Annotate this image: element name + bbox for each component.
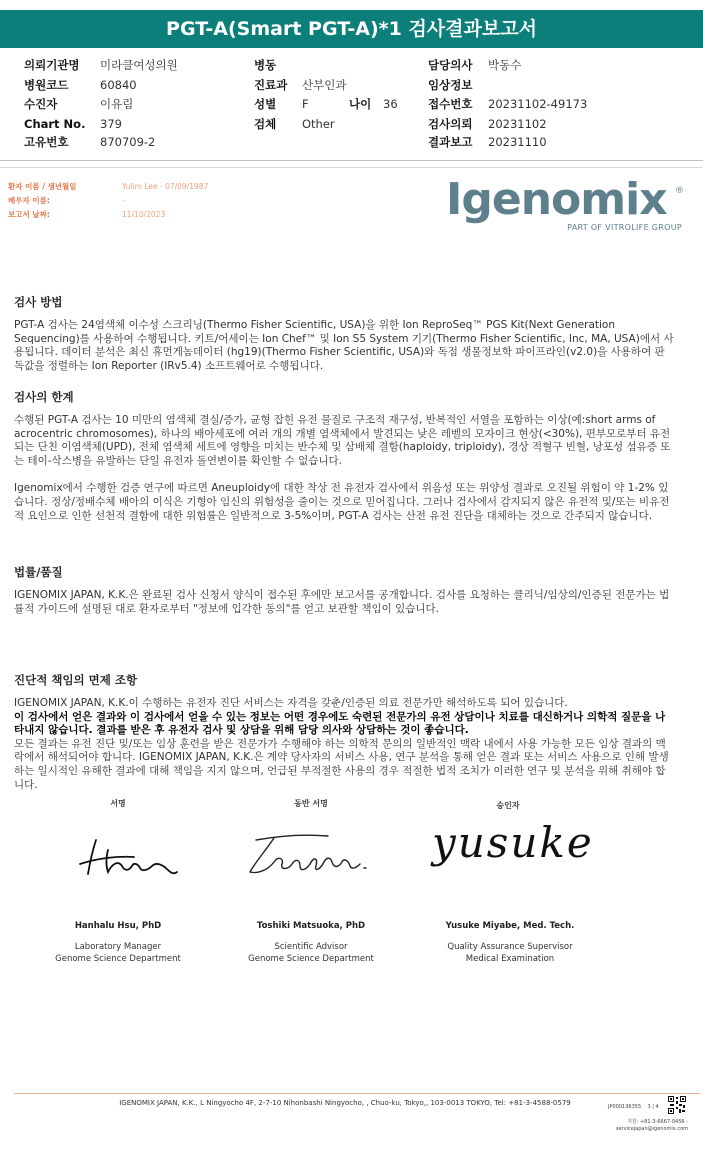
signatory-title: Quality Assurance Supervisor — [447, 942, 573, 952]
info-clinical — [428, 76, 488, 94]
section-text-bold: 이 검사에서 얻은 결과와 이 검사에서 얻을 수 있는 정보는 어떤 경우에도 숙련된 전문가의 유전 상담이나 치료를 대신하거나 의학적 질문을 나타내지 않습니다. 결과를 받은 후 유전자 검사 및 상담을 위해 담당 의사와 상담하는 것이 좋습니다. — [14, 710, 666, 737]
info-report-date — [428, 133, 547, 151]
signatory-name: Toshiki Matsuoka, PhD — [256, 921, 366, 931]
patient-value: Yulim Lee - 07/09/1987 — [122, 182, 209, 191]
signatory-role — [211, 941, 411, 965]
signatory-role — [18, 941, 218, 965]
footer-address: IGENOMIX JAPAN, K.K., L Ningyocho 4F, 2-7-10 Nihonbashi Ningyocho, , Chuo-ku, Tokyo,, 103-0013 TOKYO, Tel: +81-3-4588-0579 — [119, 1099, 571, 1107]
signature-miyabe: yusuke — [432, 818, 594, 867]
info-label: 임상정보 — [428, 78, 473, 92]
section-text: PGT-A 검사는 24염색체 이수성 스크리닝(Thermo Fisher Scientific, USA)을 위한 Ion ReproSeq™ PGS Kit(Next Generation Sequencing)를 사용하여 수행됩니다. 키트/어세이는 Ion Chef™ 및 Ion S5 System 기기(Thermo Fisher Scientific, Inc, MA, USA)에서 사용됩니다. 데이터 분석은 최신 휴먼게놈데이터 (hg19)(Thermo Fisher Scientific, USA)와 독점 생물정보학 파이프라인(v2.0)을 사용하여 판독값을 정렬하는 Ion Reporter (IRv5.4) 소프트웨어로 수행됩니다. — [14, 319, 674, 372]
info-patient — [24, 95, 133, 113]
header-divider — [0, 160, 703, 168]
info-hospital-code — [24, 76, 137, 94]
signature-label: 승인자 — [496, 801, 520, 810]
section-heading: 검사의 한계 — [14, 390, 74, 404]
section-legal — [14, 564, 674, 616]
info-label: Chart No. — [24, 117, 86, 131]
section-limits — [14, 389, 674, 523]
igenomix-logo — [446, 176, 686, 236]
patient-label: 보고서 날짜: — [8, 210, 50, 219]
info-label: 병원코드 — [24, 78, 69, 92]
info-value: 60840 — [100, 78, 137, 92]
footer-contact — [610, 1119, 688, 1133]
signatory-role — [410, 941, 610, 965]
section-disclaimer — [14, 672, 674, 792]
patient-value: - — [122, 196, 125, 205]
info-label: 의뢰기관명 — [24, 58, 80, 72]
info-value: F — [302, 97, 309, 111]
patient-label: 환자 이름 / 생년월일 — [8, 182, 77, 191]
info-label: 담당의사 — [428, 58, 473, 72]
support-email[interactable]: servicejapan@igenomix.com — [615, 1126, 688, 1132]
signatory-department: Medical Examination — [465, 954, 555, 964]
patient-label: 배우자 이름: — [8, 196, 50, 205]
signatory-title: Laboratory Manager — [74, 942, 162, 952]
signatory-title: Scientific Advisor — [274, 942, 348, 952]
patient-value: 11/10/2023 — [122, 210, 166, 219]
info-value: 산부인과 — [302, 78, 347, 92]
section-heading: 검사 방법 — [14, 295, 63, 309]
info-value: 미라클여성의원 — [100, 58, 178, 72]
info-institution — [24, 56, 178, 74]
signature-label: 서명 — [110, 799, 126, 808]
registered-mark: ® — [675, 186, 684, 196]
section-text: 모든 결과는 유전 진단 및/또는 임상 훈련을 받은 전문가가 수행해야 하는 의학적 문의의 일반적인 맥락 내에서 사용 가능한 모든 임상 결과의 맥락에서 해석되어야 합니다. IGENOMIX JAPAN, K.K.은 계약 당사자의 서비스 사용, 연구 분석을 통해 얻은 결과 또는 서비스 사용으로 인해 발생하는 일시적인 유해한 결과에 대해 책임을 지지 않으며, 언급된 부적절한 사용의 경우 적절한 법적 조치가 이러한 연구 및 분석을 위해 취해야 합니다. — [14, 737, 669, 791]
info-age — [349, 95, 398, 113]
section-text: IGENOMIX JAPAN, K.K.이 수행하는 유전자 진단 서비스는 자격을 갖춘/인증된 의료 전문가만 해석하도록 되어 있습니다. — [14, 697, 568, 709]
info-chart-no — [24, 115, 122, 133]
info-label: 성별 — [254, 97, 277, 111]
section-text: Igenomix에서 수행한 검증 연구에 따르면 Aneuploidy에 대한 착상 전 유전자 검사에서 위음성 또는 위양성 결과로 오진될 위험이 약 1-2% 있습니다. 정상/정배수체 배아의 이식은 기형아 임신의 위험성을 줄이는 것으로 믿어집니다. 그러나 검사에서 감지되지 않은 유전적 및/또는 비유전적 요인으로 인한 선천적 결함에 대한 위험률은 일반적으로 3-5%이며, PGT-A 검사는 산전 유전 진단을 대체하는 것으로 간주되지 않습니다. — [14, 482, 670, 522]
info-department — [254, 76, 346, 94]
signatory-department: Genome Science Department — [55, 954, 181, 964]
info-label: 검체 — [254, 117, 277, 131]
info-value: 870709-2 — [100, 135, 156, 149]
qr-code-icon — [667, 1095, 687, 1115]
info-request-date — [428, 115, 547, 133]
document-code: JP000136355 — [608, 1104, 642, 1110]
info-value: Other — [302, 117, 335, 131]
page-number: 3 | 4 — [647, 1104, 659, 1110]
signatory-name: Hanhalu Hsu, PhD — [74, 921, 162, 931]
signature-label: 동반 서명 — [294, 799, 328, 808]
footer-document-code — [608, 1104, 659, 1110]
signatory-name: Yusuke Miyabe, Med. Tech. — [445, 921, 575, 931]
info-value: 20231110 — [488, 135, 547, 149]
info-label: 병동 — [254, 58, 277, 72]
info-value: 20231102 — [488, 117, 547, 131]
info-value: 379 — [100, 117, 122, 131]
signature-matsuoka — [244, 828, 372, 880]
section-text: IGENOMIX JAPAN, K.K.은 완료된 검사 신청서 양식이 접수된 후에만 보고서를 공개합니다. 검사를 요청하는 클리닉/임상의/인증된 전문가는 법률적 가이드에 설명된 대로 환자로부터 "정보에 입각한 동의"를 얻고 보관할 책임이 있습니다. — [14, 589, 670, 615]
info-label: 고유번호 — [24, 135, 69, 149]
info-ward — [254, 56, 302, 74]
support-phone: 지원: +81-3-6667-0456 - — [627, 1119, 688, 1125]
report-title: PGT-A(Smart PGT-A)*1 검사결과보고서 — [0, 10, 703, 48]
section-method — [14, 294, 674, 373]
info-value: 36 — [383, 97, 398, 111]
info-value: 20231102-49173 — [488, 97, 588, 111]
section-heading: 법률/품질 — [14, 565, 63, 579]
info-doctor — [428, 56, 521, 74]
info-label: 수진자 — [24, 97, 58, 111]
info-unique-no — [24, 133, 155, 151]
logo-subtitle: PART OF VITROLIFE GROUP — [567, 223, 682, 232]
info-value: 이유림 — [100, 97, 134, 111]
signatory-department: Genome Science Department — [248, 954, 374, 964]
info-label: 나이 — [349, 97, 372, 111]
info-label: 접수번호 — [428, 97, 473, 111]
footer-divider — [14, 1093, 700, 1094]
section-heading: 진단적 책임의 면제 조항 — [14, 673, 138, 687]
signature-hsu — [78, 830, 178, 880]
info-receipt-no — [428, 95, 587, 113]
info-label: 검사의뢰 — [428, 117, 473, 131]
info-specimen — [254, 115, 335, 133]
info-label: 진료과 — [254, 78, 288, 92]
info-sex — [254, 95, 309, 113]
info-label: 결과보고 — [428, 135, 473, 149]
info-value: 박동수 — [488, 58, 522, 72]
logo-wordmark: Igenomix — [446, 174, 667, 225]
section-text: 수행된 PGT-A 검사는 10 미만의 염색체 결실/증가, 균형 잡힌 유전 물질로 구조적 재구성, 반복적인 서열을 포함하는 이상(예:short arms of acrocentric chromosomes), 하나의 배아세포에 여러 개의 개별 염색체에서 발견되는 낮은 레벨의 모자이크 현상(<30%), 편부모로부터 유전되는 단친 이염색체(UPD), 전체 염색체 세트에 영향을 미치는 반수체 및 삼배체 결함(haploidy, triploidy), 경상 적혈구 빈혈, 낭포성 섬유증 또는 테이-삭스병을 유발하는 단일 유전자 돌연변이를 확인할 수 없습니다. — [14, 414, 671, 467]
